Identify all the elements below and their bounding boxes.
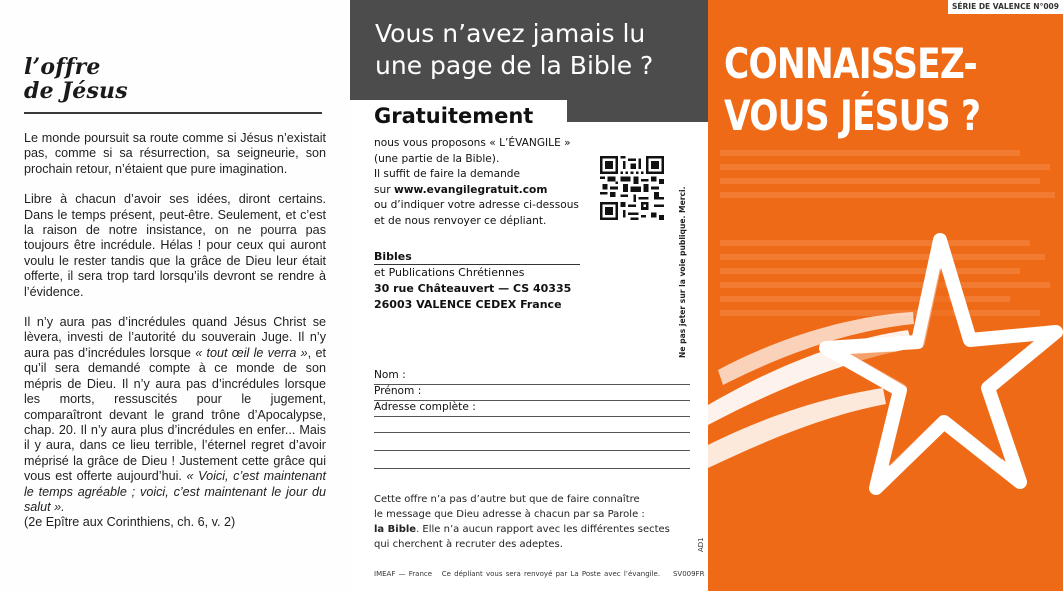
footer-line2: le message que Dieu adresse à chacun par sa Parole :: [374, 509, 645, 520]
left-title-rule: [24, 112, 322, 114]
address-line1: et Publications Chrétiennes: [374, 266, 525, 279]
left-paragraph-2: Libre à chacun d’avoir ses idées, diront certains. Dans le temps présent, peut-être. Seulement, et c’est la raison de notre insistance, on ne pourra pas toujours être incrédule. Hélas ! pour ceux qui auront voulu le rester tandis que la grâce de Dieu leur était offerte, il sera trop tard lorsqu’ils devront se rendre à l’évidence.: [24, 192, 326, 299]
headline: [375, 18, 695, 82]
bottom-notice: Ce dépliant vous sera renvoyé par La Poste avec l’évangile.: [441, 570, 661, 578]
offer-line4-prefix: sur: [374, 183, 394, 196]
form-label-prenom: Prénom :: [374, 385, 422, 397]
cover-title-line1: CONNAISSEZ-: [724, 39, 977, 88]
address-line2: 30 rue Châteauvert — CS 40335: [374, 282, 572, 295]
headline-line1: Vous n’avez jamais lu: [375, 19, 646, 48]
bottom-line: [374, 570, 704, 578]
offer-line4: [374, 183, 589, 199]
bottom-code: SV009FR: [672, 570, 705, 578]
left-body: [24, 131, 326, 531]
offer-line1: nous vous proposons « L’ÉVANGILE »: [374, 137, 571, 149]
offer-line5: ou d’indiquer votre adresse ci-dessous: [374, 199, 579, 211]
address-block: [374, 265, 571, 313]
form-field-adresse[interactable]: [374, 400, 690, 417]
headline-line2: une page de la Bible ?: [375, 51, 654, 80]
side-notice: Ne pas jeter sur la voie publique. Merci.: [678, 186, 687, 358]
left-paragraph-3a: Il n’y aura pas d’incrédules quand Jésus Christ se lèvera, investi de l’autorité du souverain Juge. Il n’y aura pas d’incrédules lorsque: [24, 315, 326, 360]
series-label: SÉRIE DE VALENCE N°009: [948, 0, 1063, 14]
footer-line4: qui cherchent à recruter des adeptes.: [374, 539, 563, 550]
qr-code-icon: [600, 156, 664, 220]
gratuit-title: Gratuitement: [374, 104, 534, 128]
left-paragraph-1: Le monde poursuit sa route comme si Jésus n’existait pas, comme si sa résurrection, sa seigneurie, son prochain retour, n’étaient que pure imagination.: [24, 131, 326, 176]
ad-code: AD1: [697, 537, 705, 552]
left-title-line1: l’offre: [24, 54, 101, 80]
cover-title-line2: VOUS JÉSUS ?: [724, 91, 981, 140]
left-title-line2: de Jésus: [24, 78, 128, 104]
footer-note: [374, 492, 694, 552]
star-brush-icon: [708, 220, 1063, 591]
offer-line3: Il suffit de faire la demande: [374, 168, 521, 180]
left-quote-2: « Voici, c’est maintenant le temps agréable ; voici, c’est maintenant le jour du salut ».: [24, 469, 326, 514]
offer-text: [374, 136, 589, 229]
footer-bold: la Bible: [374, 524, 417, 535]
offer-url-link[interactable]: www.evangilegratuit.com: [393, 183, 548, 196]
form-field-adresse-line2[interactable]: [374, 416, 690, 433]
footer-line1: Cette offre n’a pas d’autre but que de faire connaître: [374, 494, 640, 505]
offer-line6: et de nous renvoyer ce dépliant.: [374, 214, 547, 227]
left-paragraph-3b: , et qu’il sera demandé compte à ce monde de son mépris de Dieu. Il n’y aura pas d’incrédules lorsque les morts, ressuscités pour le jugement, comparaîtront devant le grand trône d’Apocalypse, chap. 20. Il n’y aura plus d’incrédules en enfer... Mais il y aura, dans ce lieu terrible, l’éternel regret d’avoir méprisé la grâce de Dieu ! Justement cette grâce qui vous est offerte aujourd’hui.: [24, 345, 326, 484]
form-field-prenom[interactable]: [374, 384, 690, 401]
left-reference: (2e Epître aux Corinthiens, ch. 6, v. 2): [24, 515, 236, 530]
form-field-adresse-line3[interactable]: [374, 434, 690, 451]
form-label-adresse: Adresse complète :: [374, 401, 476, 413]
form-field-adresse-line4[interactable]: [374, 452, 690, 469]
left-quote-1: « tout œil le verra »: [195, 345, 308, 360]
form-field-nom[interactable]: [374, 368, 690, 385]
left-paragraph-3: [24, 315, 326, 531]
bottom-imeaf: IMEAF — France: [374, 570, 433, 578]
offer-line2: (une partie de la Bible).: [374, 152, 500, 165]
address-name: Bibles: [374, 250, 412, 263]
footer-line3: [374, 522, 694, 537]
address-line3: 26003 VALENCE CEDEX France: [374, 298, 562, 311]
form-label-nom: Nom :: [374, 369, 406, 381]
footer-line3-rest: . Elle n’a aucun rapport avec les différentes sectes: [416, 524, 670, 535]
headline-banner-notch: [567, 100, 708, 122]
cover-title: [724, 38, 995, 142]
left-title: [24, 55, 128, 103]
